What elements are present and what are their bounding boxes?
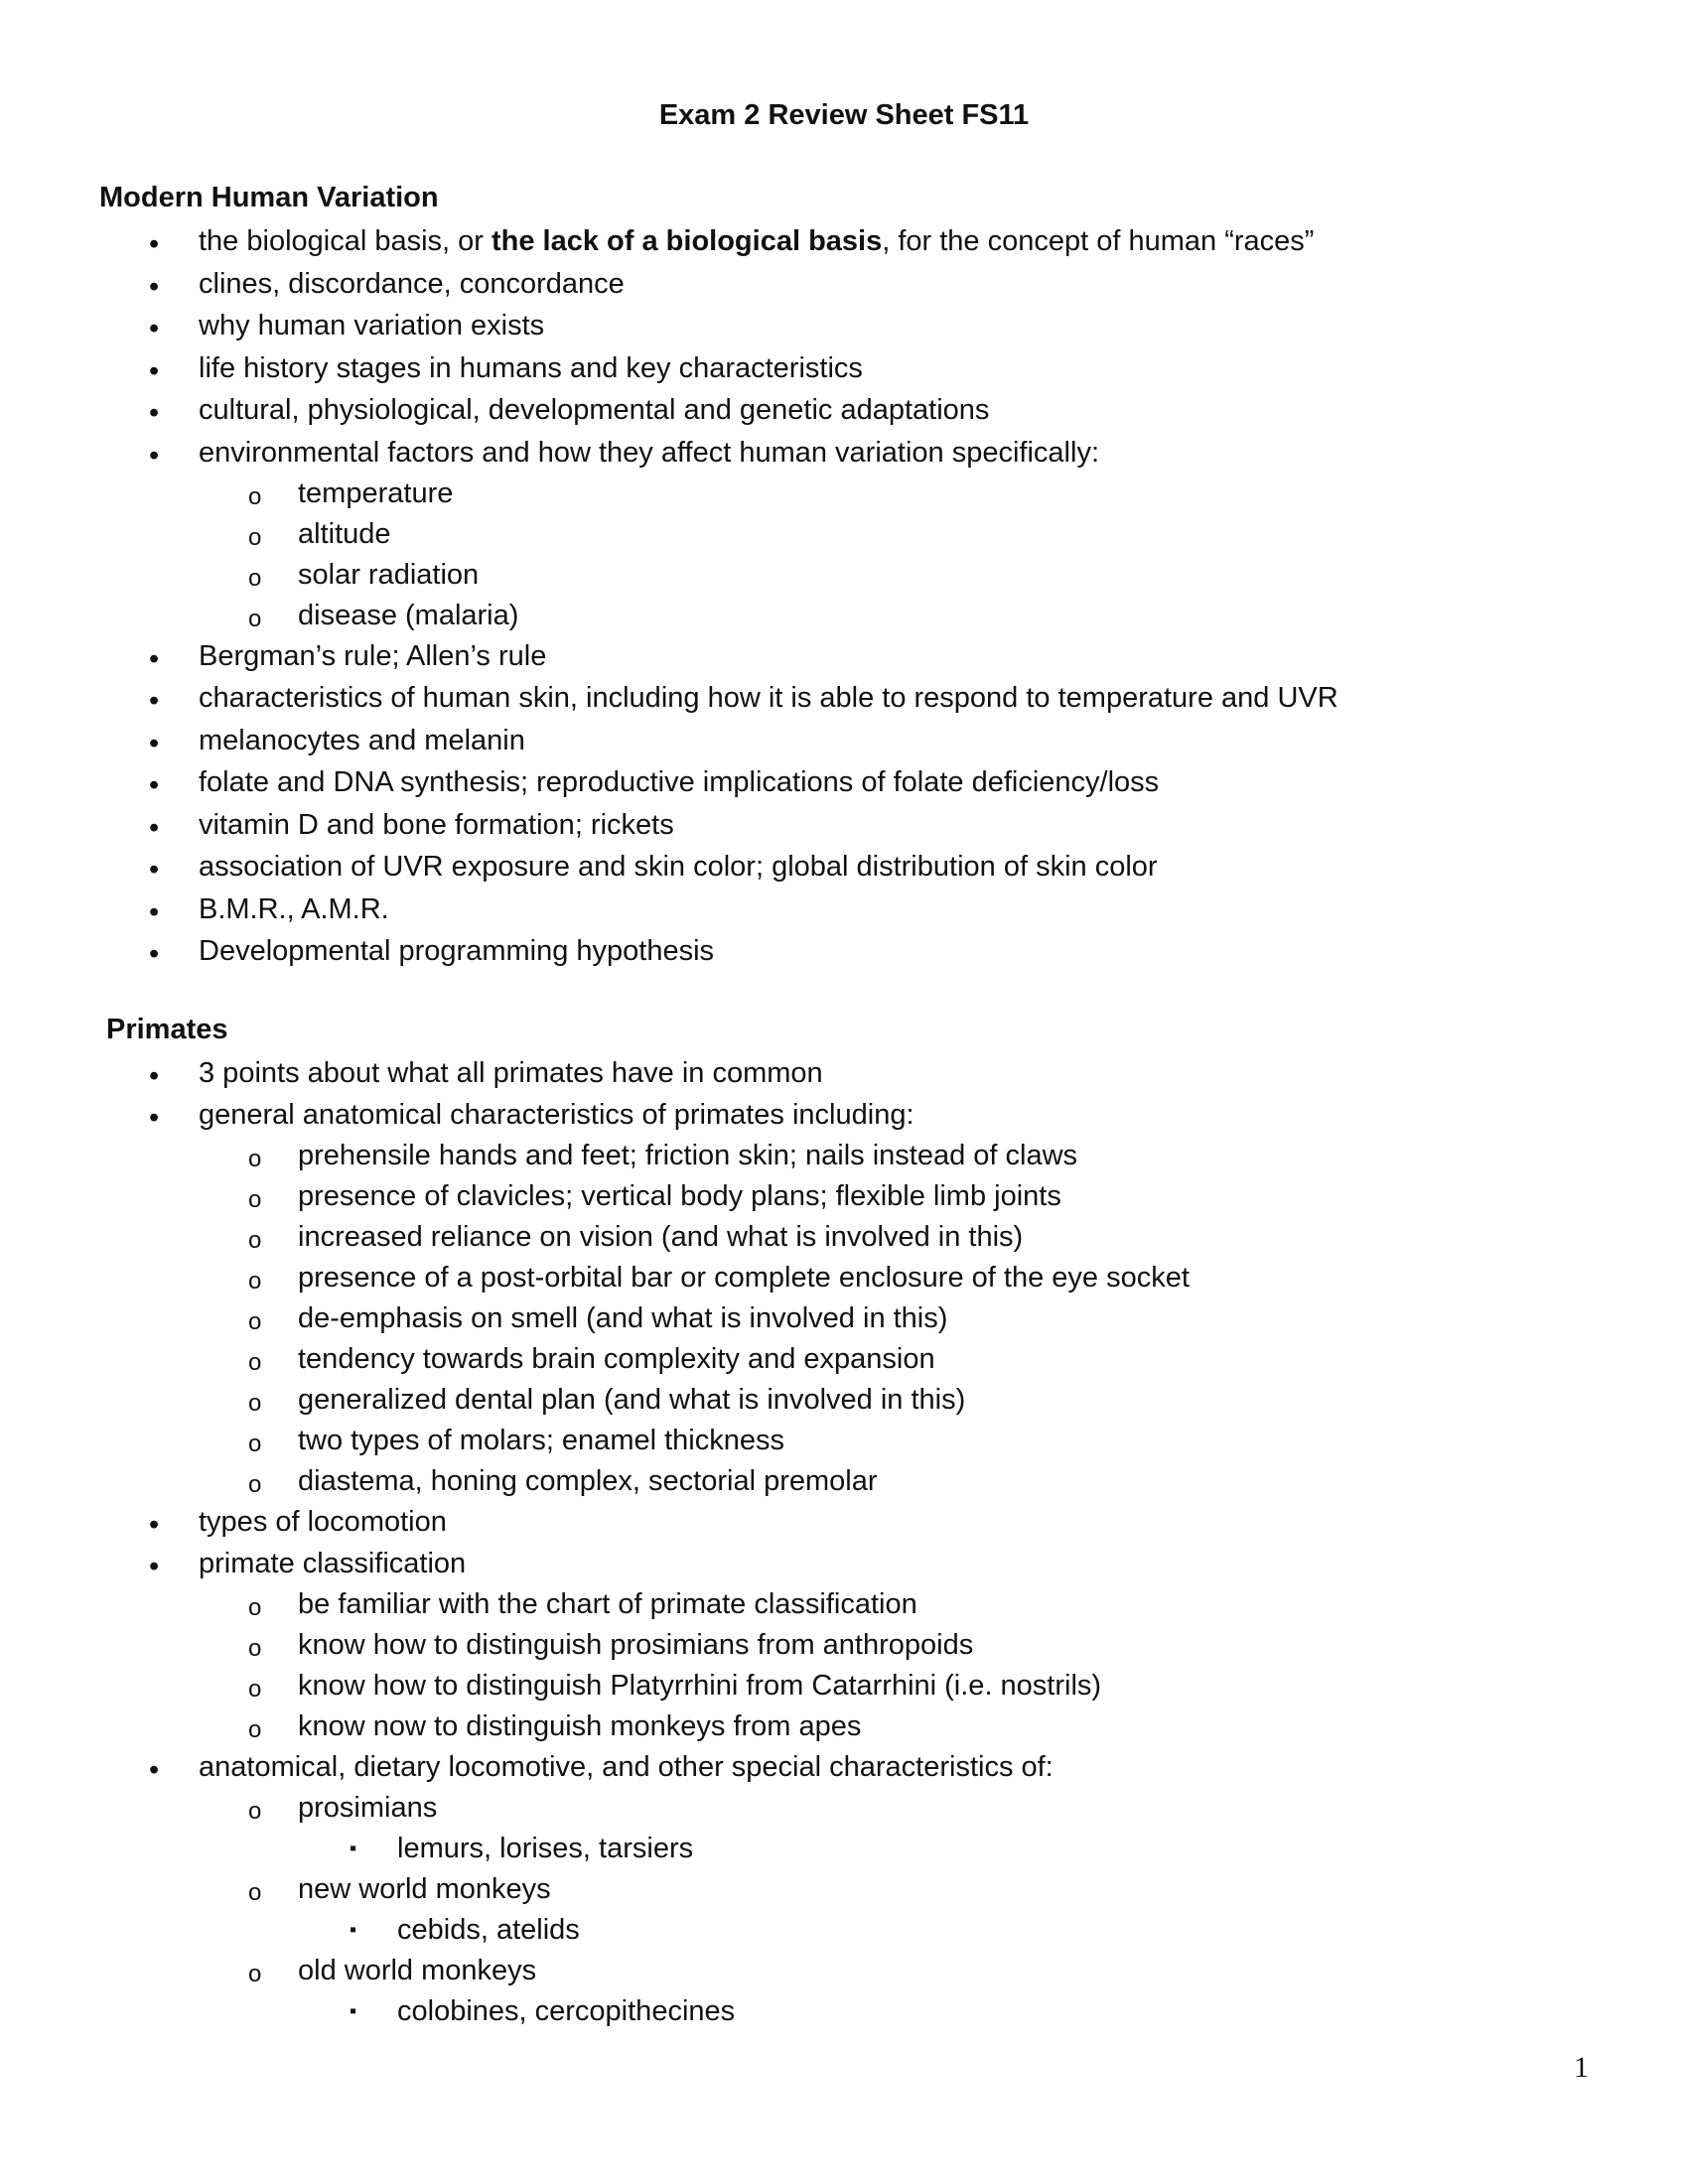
sub-sub-list-item: colobines, cercopithecines	[397, 1995, 736, 2027]
list-item: types of locomotion	[199, 1506, 447, 1538]
circle-marker: o	[248, 1390, 262, 1417]
sub-list-item: generalized dental plan (and what is involved in this)	[298, 1384, 966, 1416]
sub-list-item: new world monkeys	[298, 1873, 551, 1905]
list-item: general anatomical characteristics of primates including:	[199, 1099, 914, 1131]
list-item: folate and DNA synthesis; reproductive implications of folate deficiency/loss	[199, 766, 1160, 798]
circle-marker: o	[248, 1186, 262, 1213]
sub-list-item: presence of clavicles; vertical body plans; flexible limb joints	[298, 1180, 1061, 1212]
circle-marker: o	[248, 1349, 262, 1376]
sub-list-item: know now to distinguish monkeys from apes	[298, 1710, 862, 1742]
circle-marker: o	[248, 1594, 262, 1621]
list-item: clines, discordance, concordance	[199, 268, 625, 300]
bullet-marker: •	[149, 313, 160, 344]
sub-list-item: increased reliance on vision (and what is involved in this)	[298, 1221, 1024, 1253]
bullet-marker: •	[149, 1754, 160, 1786]
circle-marker: o	[248, 483, 262, 510]
circle-marker: o	[248, 1227, 262, 1254]
list-item: melanocytes and melanin	[199, 725, 525, 756]
sub-list-item: prehensile hands and feet; friction skin; nails instead of claws	[298, 1140, 1078, 1171]
page-number: 1	[1574, 2051, 1589, 2084]
bullet-marker: •	[149, 728, 160, 759]
sub-list-item: de-emphasis on smell (and what is involved in this)	[298, 1302, 948, 1334]
square-marker: ▪	[350, 1919, 357, 1941]
bullet-marker: •	[149, 685, 160, 717]
circle-marker: o	[248, 1308, 262, 1335]
circle-marker: o	[248, 565, 262, 592]
circle-marker: o	[248, 1676, 262, 1703]
sub-list-item: altitude	[298, 518, 391, 550]
circle-marker: o	[248, 1798, 262, 1825]
bullet-marker: •	[149, 643, 160, 675]
bullet-marker: •	[149, 397, 160, 429]
section-heading-modern-human-variation: Modern Human Variation	[99, 182, 439, 213]
list-item: primate classification	[199, 1548, 467, 1579]
page-title: Exam 2 Review Sheet FS11	[658, 99, 1030, 131]
bullet-marker: •	[149, 1060, 160, 1092]
bullet-marker: •	[149, 355, 160, 387]
sub-list-item: temperature	[298, 478, 454, 509]
bullet-marker: •	[149, 938, 160, 970]
circle-marker: o	[248, 1716, 262, 1743]
circle-marker: o	[248, 1146, 262, 1172]
list-item: B.M.R., A.M.R.	[199, 893, 389, 925]
list-item: why human variation exists	[199, 310, 545, 341]
list-item: environmental factors and how they affect human variation specifically:	[199, 437, 1100, 469]
sub-list-item: prosimians	[298, 1792, 438, 1824]
circle-marker: o	[248, 1471, 262, 1498]
bullet-marker: •	[149, 228, 160, 260]
bullet-marker: •	[149, 1509, 160, 1541]
list-item: the biological basis, or the lack of a biological basis, for the concept of human “races”	[199, 225, 1315, 257]
bullet-marker: •	[149, 440, 160, 472]
bullet-marker: •	[149, 769, 160, 801]
sub-list-item: disease (malaria)	[298, 600, 519, 631]
circle-marker: o	[248, 606, 262, 632]
circle-marker: o	[248, 1635, 262, 1662]
list-item: Bergman’s rule; Allen’s rule	[199, 640, 547, 672]
list-item: association of UVR exposure and skin color; global distribution of skin color	[199, 851, 1158, 883]
sub-list-item: solar radiation	[298, 559, 480, 591]
circle-marker: o	[248, 524, 262, 551]
circle-marker: o	[248, 1431, 262, 1457]
list-item: cultural, physiological, developmental and genetic adaptations	[199, 394, 990, 426]
list-item: characteristics of human skin, including how it is able to respond to temperature and UVR	[199, 682, 1338, 714]
sub-list-item: diastema, honing complex, sectorial premolar	[298, 1465, 878, 1497]
bullet-marker: •	[149, 1102, 160, 1134]
bullet-marker: •	[149, 812, 160, 844]
square-marker: ▪	[350, 1838, 357, 1859]
circle-marker: o	[248, 1268, 262, 1295]
list-item: life history stages in humans and key characteristics	[199, 352, 863, 384]
square-marker: ▪	[350, 2000, 357, 2022]
section-heading-primates: Primates	[106, 1014, 228, 1045]
bullet-marker: •	[149, 1551, 160, 1582]
sub-list-item: tendency towards brain complexity and expansion	[298, 1343, 935, 1375]
bullet-marker: •	[149, 896, 160, 928]
sub-list-item: be familiar with the chart of primate classification	[298, 1588, 917, 1620]
list-item: Developmental programming hypothesis	[199, 935, 715, 967]
circle-marker: o	[248, 1879, 262, 1906]
list-item: vitamin D and bone formation; rickets	[199, 809, 674, 841]
circle-marker: o	[248, 1961, 262, 1987]
sub-list-item: two types of molars; enamel thickness	[298, 1425, 784, 1456]
sub-sub-list-item: lemurs, lorises, tarsiers	[397, 1833, 694, 1864]
list-item: 3 points about what all primates have in common	[199, 1057, 823, 1089]
list-item: anatomical, dietary locomotive, and other special characteristics of:	[199, 1751, 1054, 1783]
sub-list-item: presence of a post-orbital bar or complete enclosure of the eye socket	[298, 1262, 1190, 1294]
sub-list-item: old world monkeys	[298, 1955, 537, 1986]
sub-list-item: know how to distinguish Platyrrhini from Catarrhini (i.e. nostrils)	[298, 1670, 1102, 1702]
sub-sub-list-item: cebids, atelids	[397, 1914, 580, 1946]
sub-list-item: know how to distinguish prosimians from anthropoids	[298, 1629, 974, 1661]
bullet-marker: •	[149, 271, 160, 303]
bullet-marker: •	[149, 854, 160, 886]
